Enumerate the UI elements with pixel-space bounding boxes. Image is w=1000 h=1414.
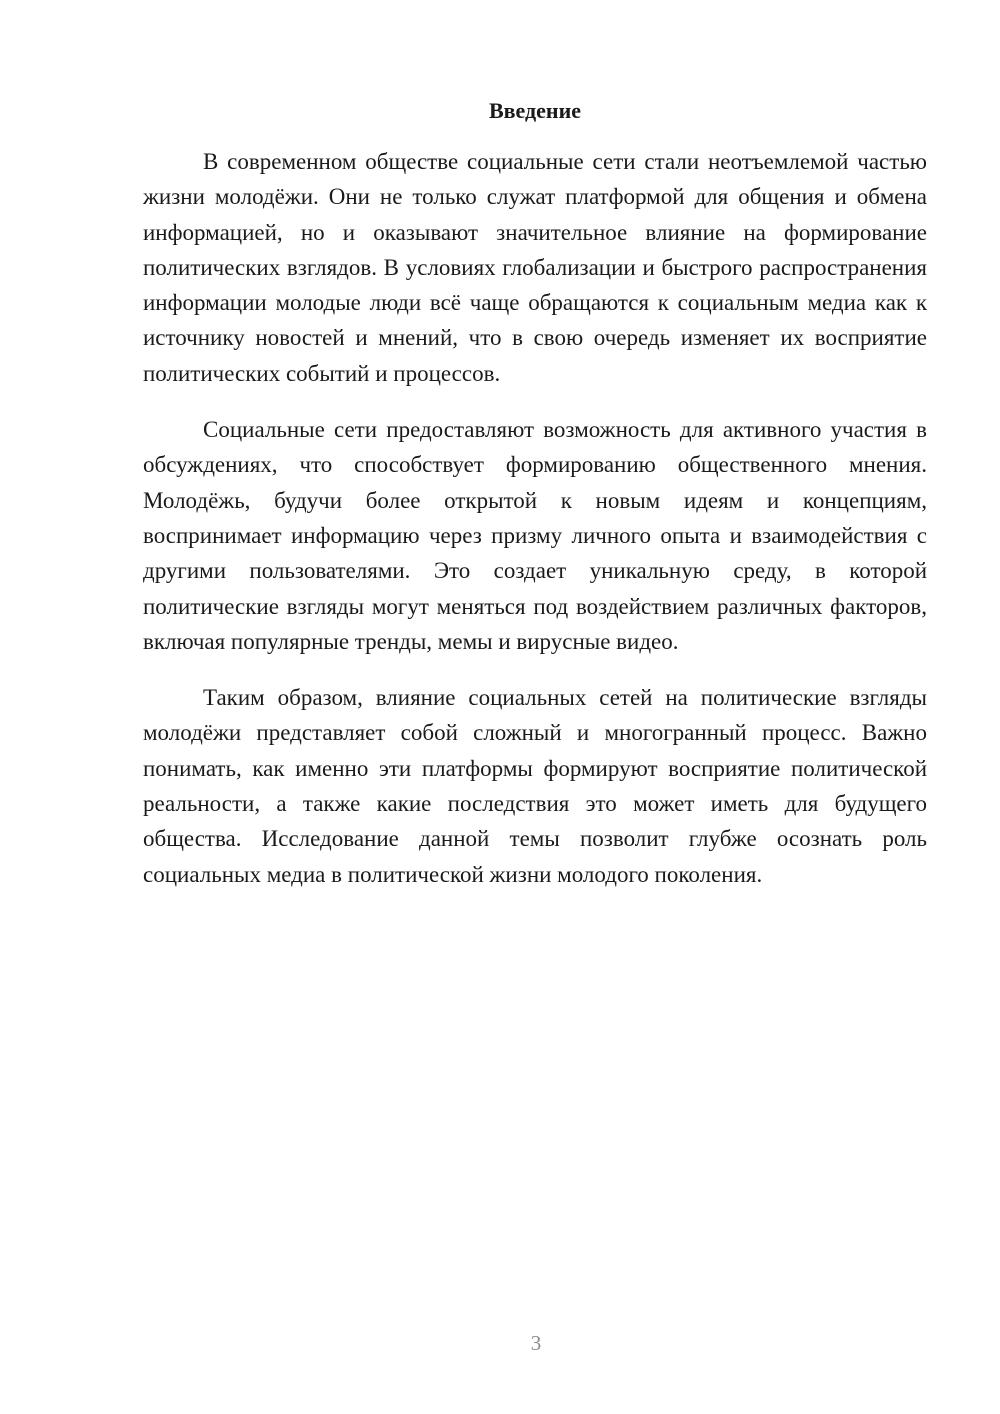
section-heading: Введение xyxy=(488,98,582,123)
page-content xyxy=(143,96,927,913)
paragraph-2: Социальные сети предоставляют возможность для активного участия в обсуждениях, что способствует формированию общественного мнения. Молодёжь, будучи более открытой к новым идеям и концепциям, воспринимает информацию через призму личного опыта и взаимодействия с другими пользователями. Это создает уникальную среду, в которой политические взгляды могут меняться под воздействием различных факторов, включая популярные тренды, мемы и вирусные видео. xyxy=(143,417,927,654)
page-number: 3 xyxy=(530,1331,542,1355)
paragraph-3: Таким образом, влияние социальных сетей на политические взгляды молодёжи представляет собой сложный и многогранный процесс. Важно понимать, как именно эти платформы формируют восприятие политической реальности, а также какие последствия это может иметь для будущего общества. Исследование данной темы позволит глубже осознать роль социальных медиа в политической жизни молодого поколения. xyxy=(143,685,927,887)
paragraph-1: В современном обществе социальные сети стали неотъемлемой частью жизни молодёжи. Они не только служат платформой для общения и обмена информацией, но и оказывают значительное влияние на формирование политических взглядов. В условиях глобализации и быстрого распространения информации молодые люди всё чаще обращаются к социальным медиа как к источнику новостей и мнений, что в свою очередь изменяет их восприятие политических событий и процессов. xyxy=(143,149,927,386)
